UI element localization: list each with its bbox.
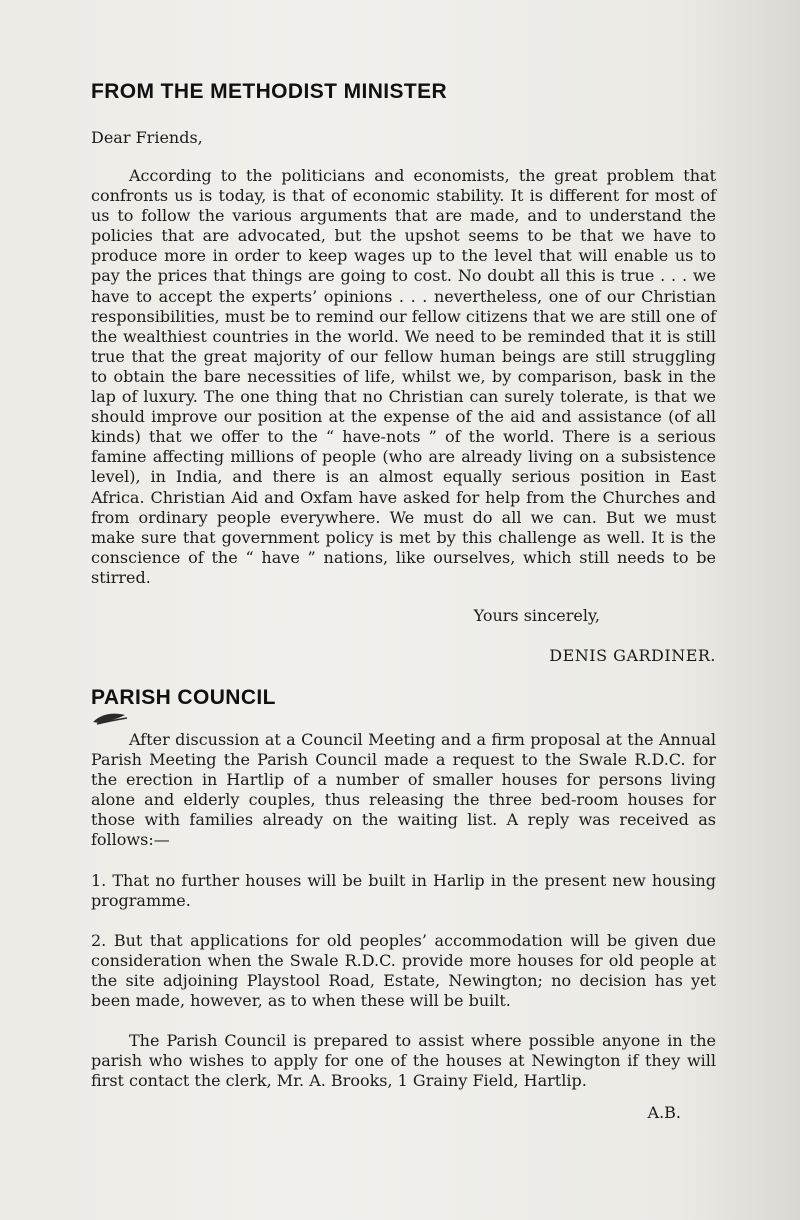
letter-signature: DENIS GARDINER. [549, 645, 716, 665]
section-heading-parish-council: PARISH COUNCIL [91, 685, 276, 709]
section-heading-methodist-minister: FROM THE METHODIST MINISTER [91, 80, 448, 103]
newsletter-content [91, 78, 716, 1123]
parish-reply-item: 2. But that applications for old peoples’ accommodation will be given due consideration when the Swale R.D.C. provide more houses for old people at the site adjoining Playstool Road, Estate, Newington; no decision has yet been made, however, as to when these will be built. [91, 930, 716, 1010]
parish-council-notice [91, 684, 716, 1123]
spacer [91, 1011, 716, 1031]
spacer [91, 911, 716, 931]
letter-closing: Yours sincerely, [473, 605, 600, 625]
letter-paragraph: According to the politicians and economists, the great problem that confronts us is today, is that of economic stability. It is different for most of us to follow the various arguments that are made, and to understand the policies that are advocated, but the upshot seems to be that we have to produce more in order to keep wages up to the level that will enable us to pay the prices that things are going to cost. No doubt all this is true . . . we have to accept the experts’ opinions . . . nevertheless, one of our Christian responsibilities, must be to remind our fellow citizens that we are still one of the wealthiest countries in the world. We need to be reminded that it is still true that the great majority of our fellow human beings are still struggling to obtain the bare necessities of life, whilst we, by comparison, bask in the lap of luxury. The one thing that no Christian can surely tolerate, is that we should improve our position at the expense of the aid and assistance (of all kinds) that we offer to the “ have-nots ” of the world. There is a serious famine affecting millions of people (who are already living on a subsistence level), in India, and there is an almost equally serious position in East Africa. Christian Aid and Oxfam have asked for help from the Churches and from ordinary people everywhere. We must do all we can. But we must make sure that government policy is met by this challenge as well. It is the conscience of the “ have ” nations, like ourselves, which still needs to be stirred. [91, 166, 716, 587]
parish-paragraph: The Parish Council is prepared to assist where possible anyone in the parish who wishes to apply for one of the houses at Newington if they will first contact the clerk, Mr. A. Brooks, 1 Grainy Field, Hartlip. [91, 1031, 716, 1091]
salutation: Dear Friends, [91, 128, 203, 147]
heading-flourish-ornament-icon [91, 710, 131, 726]
spacer [91, 851, 716, 871]
author-initials: A.B. [647, 1103, 681, 1123]
parish-paragraph: After discussion at a Council Meeting and a firm proposal at the Annual Parish Meeting the Parish Council made a request to the Swale R.D.C. for the erection in Hartlip of a number of smaller houses for persons living alone and elderly couples, thus releasing the three bed-room houses for those with families already on the waiting list. A reply was received as follows:— [91, 729, 716, 850]
parish-reply-item: 1. That no further houses will be built in Harlip in the present new housing programme. [91, 870, 716, 910]
methodist-minister-letter [91, 78, 716, 666]
